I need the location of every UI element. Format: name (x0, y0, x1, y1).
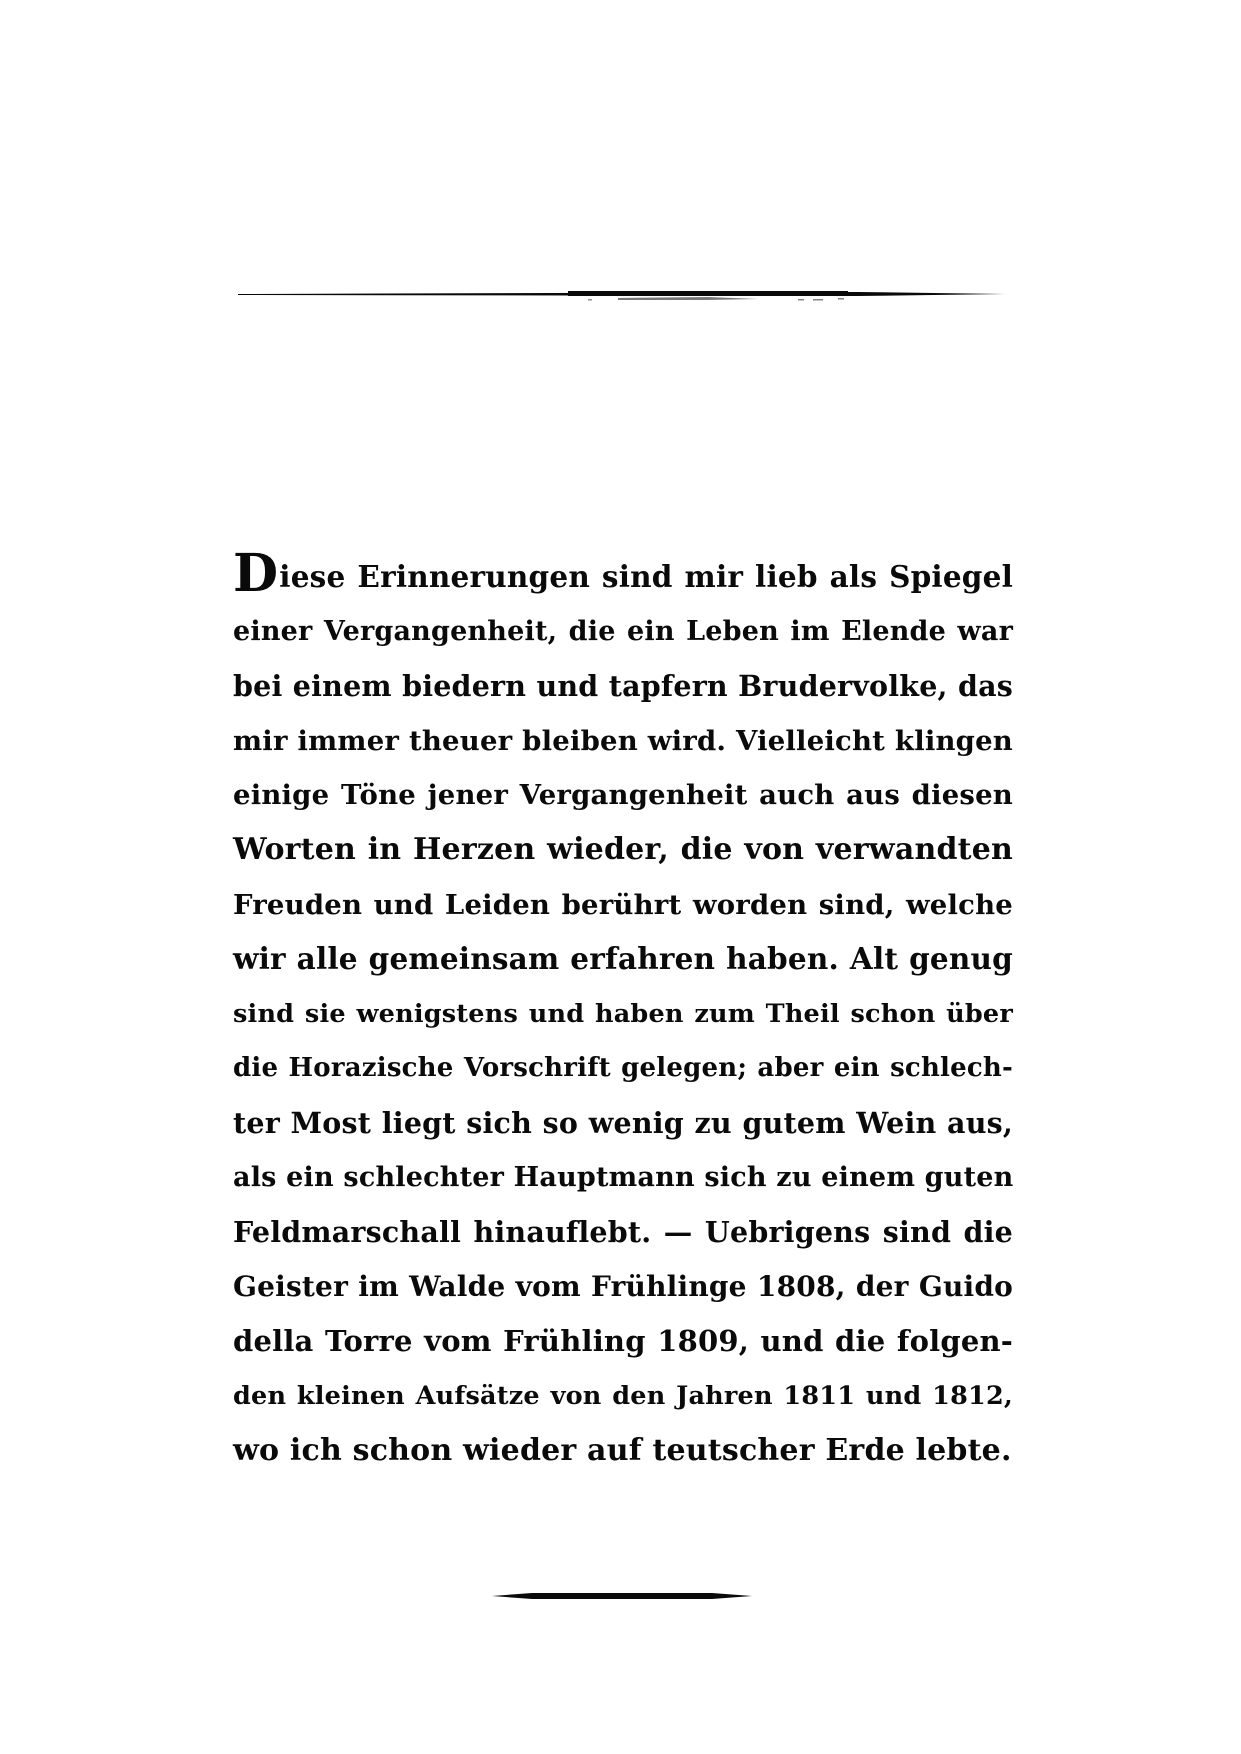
text-line-8: wir alle gemeinsam erfahren haben. Alt genug (233, 941, 1013, 977)
bottom-ornamental-rule (492, 1589, 752, 1603)
text-line-3: bei einem biedern und tapfern Brudervolke, das (233, 669, 1013, 704)
text-line-16: den kleinen Aufsätze von den Jahren 1811 und 1812, (233, 1380, 1013, 1411)
line-1-text: iese Erinnerungen sind mir lieb als Spiegel (279, 559, 1013, 594)
top-ornamental-rule (238, 287, 1005, 303)
text-line-7: Freuden und Leiden berührt worden sind, welche (233, 888, 1013, 921)
text-line-11: ter Most liegt sich so wenig zu gutem Wein aus, (233, 1105, 1013, 1140)
text-line-15: della Torre vom Frühling 1809, und die folgen- (233, 1324, 1013, 1359)
text-line-4: mir immer theuer bleiben wird. Vielleicht klingen (233, 724, 1013, 757)
text-line-14: Geister im Walde vom Frühlinge 1808, der Guido (233, 1269, 1013, 1303)
text-line-2: einer Vergangenheit, die ein Leben im Elende war (233, 615, 1013, 647)
text-line-12: als ein schlechter Hauptmann sich zu einem guten (233, 1161, 1014, 1193)
text-line-13: Feldmarschall hinauflebt. — Uebrigens sind die (233, 1215, 1013, 1250)
text-line-10: die Horazische Vorschrift gelegen; aber ein schlech- (233, 1053, 1013, 1084)
main-paragraph (233, 543, 1014, 1478)
drop-cap-initial: D (233, 543, 279, 604)
text-line-1 (233, 543, 1013, 605)
text-line-5: einige Töne jener Vergangenheit auch aus diesen (233, 779, 1013, 812)
text-line-6: Worten in Herzen wieder, die von verwandten (233, 831, 1013, 867)
text-line-17: wo ich schon wieder auf teutscher Erde lebte. (233, 1432, 1012, 1468)
text-line-9: sind sie wenigstens und haben zum Theil schon über (233, 998, 1013, 1029)
